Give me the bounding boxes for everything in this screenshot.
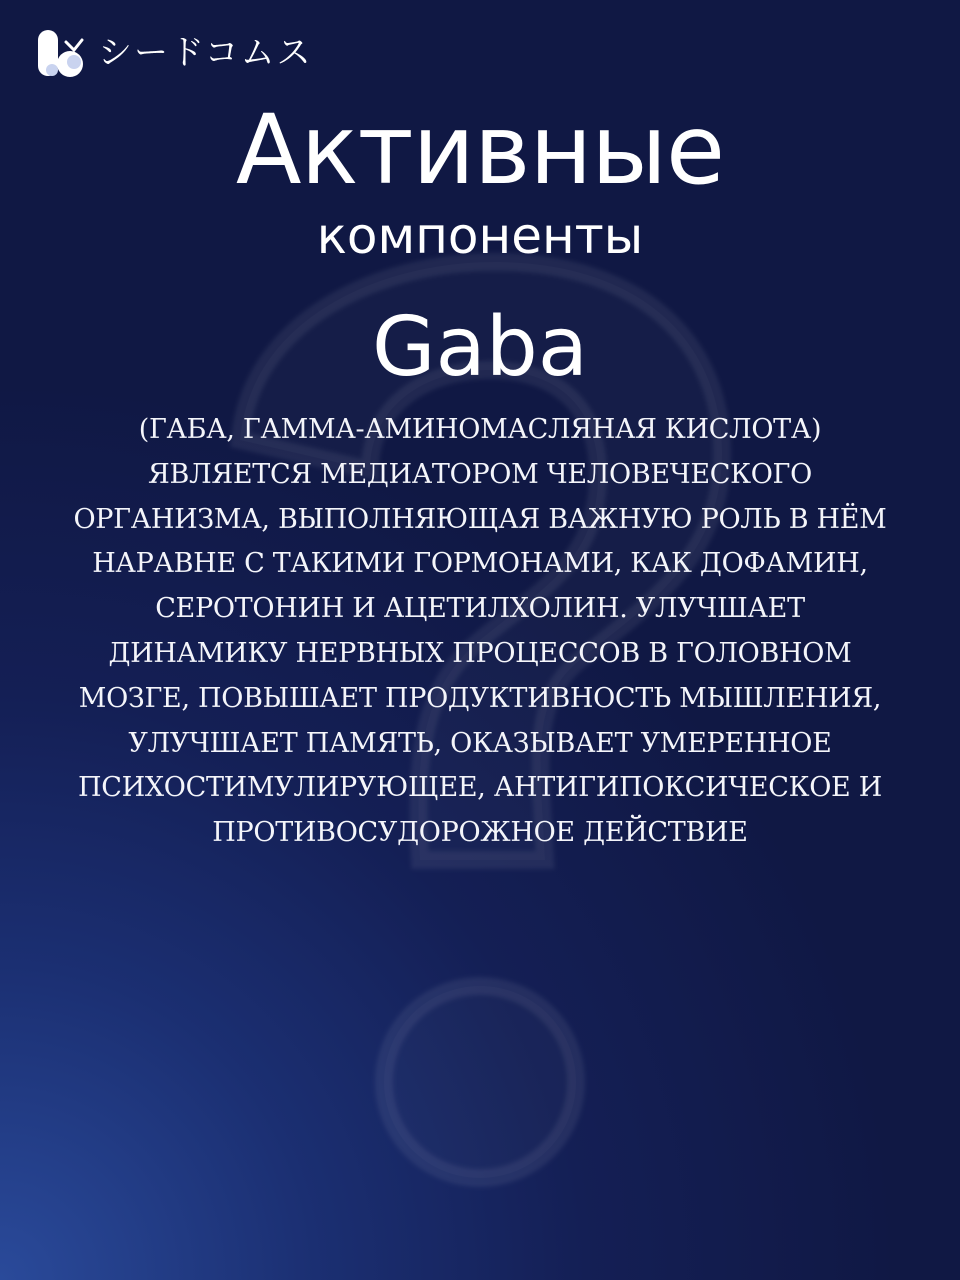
- description-line: НАРАВНЕ С ТАКИМИ ГОРМОНАМИ, КАК ДОФАМИН,: [92, 548, 868, 580]
- page-subtitle: компоненты: [316, 207, 644, 265]
- description-line: (ГАБА, ГАММА-АМИНОМАСЛЯНАЯ КИСЛОТА): [138, 414, 822, 445]
- description-line: ПСИХОСТИМУЛИРУЮЩЕЕ, АНТИГИПОКСИЧЕСКОЕ И: [77, 772, 882, 804]
- ingredient-name: Gaba: [371, 300, 589, 395]
- description-line: УЛУЧШАЕТ ПАМЯТЬ, ОКАЗЫВАЕТ УМЕРЕННОЕ: [128, 727, 832, 759]
- brand-logo: [36, 26, 313, 80]
- description-line: ЯВЛЯЕТСЯ МЕДИАТОРОМ ЧЕЛОВЕЧЕСКОГО: [148, 458, 812, 490]
- page-title: Активные: [235, 94, 725, 206]
- brand-name: シードコムス: [98, 33, 313, 73]
- description-line: ДИНАМИКУ НЕРВНЫХ ПРОЦЕССОВ В ГОЛОВНОМ: [108, 637, 852, 669]
- description-line: СЕРОТОНИН И АЦЕТИЛХОЛИН. УЛУЧШАЕТ: [155, 593, 805, 625]
- description-line: ПРОТИВОСУДОРОЖНОЕ ДЕЙСТВИЕ: [212, 817, 748, 849]
- description-line: МОЗГЕ, ПОВЫШАЕТ ПРОДУКТИВНОСТЬ МЫШЛЕНИЯ,: [78, 682, 882, 714]
- ingredient-description: [60, 408, 900, 856]
- description-line: ОРГАНИЗМА, ВЫПОЛНЯЮЩАЯ ВАЖНУЮ РОЛЬ В НЁМ: [73, 503, 887, 535]
- seedcoms-logo-icon: [36, 26, 92, 80]
